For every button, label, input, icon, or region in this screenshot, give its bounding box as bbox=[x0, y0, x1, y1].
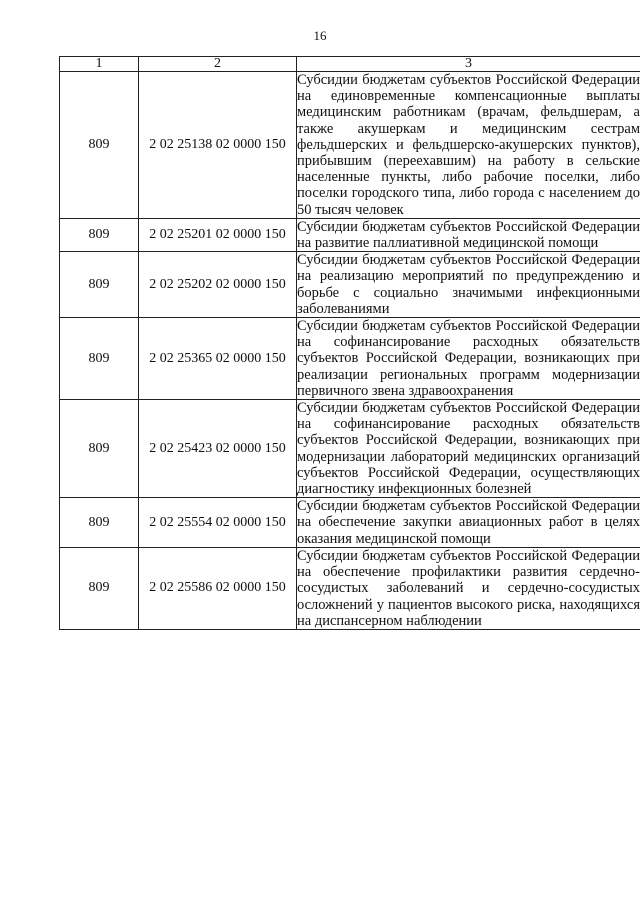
description-text: Субсидии бюджетам субъектов Российской Федерации на единовременные компенсационные выплаты медицинским работникам (врачам, фельдшерам, а также акушеркам и медицинским сестрам фельдшерских и фельдшерско-акушерских пунктов), прибывшим (переехавшим) на работу в сельские населенные пункты, либо рабочие поселки, либо поселки городского типа, либо города с населением до 50 тысяч человек bbox=[297, 72, 640, 218]
budget-code-cell: 2 02 25138 02 0000 150 bbox=[139, 72, 297, 219]
table-row bbox=[60, 218, 640, 251]
description-text: Субсидии бюджетам субъектов Российской Федерации на софинансирование расходных обязательств субъектов Российской Федерации, возникающих при модернизации лабораторий медицинских организаций субъектов Российской Федерации, осуществляющих диагностику инфекционных болезней bbox=[297, 400, 640, 498]
description-cell bbox=[297, 252, 640, 318]
header-col-3: 3 bbox=[297, 57, 640, 72]
budget-code-cell: 2 02 25201 02 0000 150 bbox=[139, 218, 297, 251]
table-row bbox=[60, 252, 640, 318]
description-cell bbox=[297, 218, 640, 251]
description-cell bbox=[297, 547, 640, 629]
table-header-row bbox=[60, 57, 640, 72]
description-cell bbox=[297, 72, 640, 219]
description-text: Субсидии бюджетам субъектов Российской Федерации на обеспечение профилактики развития сердечно-сосудистых заболеваний и сердечно-сосудистых осложнений у пациентов высокого риска, находящихся на диспансерном наблюдении bbox=[297, 547, 640, 629]
budget-codes-table bbox=[59, 56, 640, 630]
table-row bbox=[60, 318, 640, 400]
description-text: Субсидии бюджетам субъектов Российской Федерации на реализацию мероприятий по предупреждению и борьбе с социально значимыми инфекционными заболеваниями bbox=[297, 252, 640, 317]
description-text: Субсидии бюджетам субъектов Российской Федерации на обеспечение закупки авиационных работ в целях оказания медицинской помощи bbox=[297, 498, 640, 547]
table-row bbox=[60, 400, 640, 498]
admin-code-cell: 809 bbox=[60, 72, 139, 219]
budget-code-cell: 2 02 25423 02 0000 150 bbox=[139, 400, 297, 498]
admin-code-cell: 809 bbox=[60, 498, 139, 548]
description-text: Субсидии бюджетам субъектов Российской Федерации на софинансирование расходных обязательств субъектов Российской Федерации, возникающих при реализации региональных программ модернизации первичного звена здравоохранения bbox=[297, 318, 640, 399]
header-col-1: 1 bbox=[60, 57, 139, 72]
admin-code-cell: 809 bbox=[60, 547, 139, 629]
admin-code-cell: 809 bbox=[60, 400, 139, 498]
description-cell bbox=[297, 498, 640, 548]
budget-code-cell: 2 02 25554 02 0000 150 bbox=[139, 498, 297, 548]
budget-code-cell: 2 02 25586 02 0000 150 bbox=[139, 547, 297, 629]
admin-code-cell: 809 bbox=[60, 218, 139, 251]
table-row bbox=[60, 72, 640, 219]
admin-code-cell: 809 bbox=[60, 252, 139, 318]
table-row bbox=[60, 547, 640, 629]
description-cell bbox=[297, 400, 640, 498]
header-col-2: 2 bbox=[139, 57, 297, 72]
admin-code-cell: 809 bbox=[60, 318, 139, 400]
budget-code-cell: 2 02 25202 02 0000 150 bbox=[139, 252, 297, 318]
budget-code-cell: 2 02 25365 02 0000 150 bbox=[139, 318, 297, 400]
page-number: 16 bbox=[313, 28, 327, 43]
description-cell bbox=[297, 318, 640, 400]
table-row bbox=[60, 498, 640, 548]
description-text: Субсидии бюджетам субъектов Российской Федерации на развитие паллиативной медицинской помощи bbox=[297, 218, 640, 252]
